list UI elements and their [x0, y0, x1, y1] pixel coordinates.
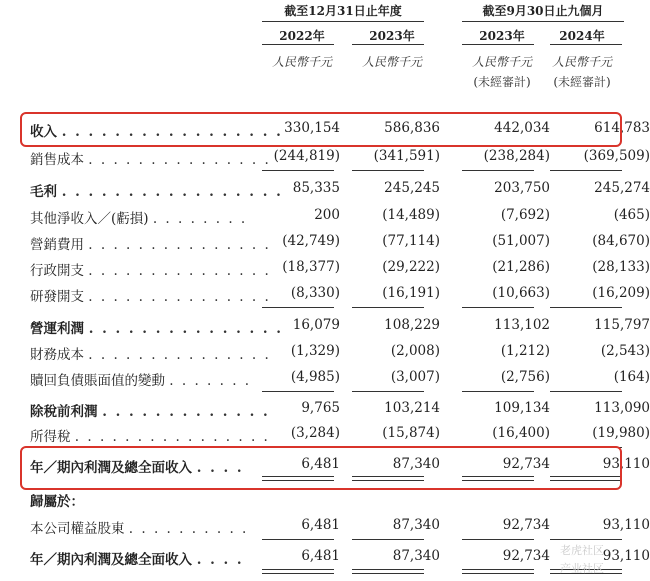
cell-2022: 16,079	[292, 317, 340, 333]
subtotal-rule-1	[262, 539, 334, 540]
row-label: 行政開支 . . . . . . . . . . . . . . .	[30, 263, 271, 279]
subtotal-rule-1	[262, 391, 334, 392]
row-redemption-liability-change	[30, 366, 650, 390]
subtotal-rule-3	[462, 170, 534, 171]
row-equity-shareholders	[30, 514, 650, 538]
cell-2022: 6,481	[301, 548, 340, 564]
cell-2024-9m: 93,110	[602, 517, 650, 533]
cell-2024-9m: 93,110	[602, 548, 650, 564]
row-cost-of-sales	[30, 145, 650, 169]
row-label: 本公司權益股東 . . . . . . . . . .	[30, 521, 249, 537]
row-attributable-to	[30, 487, 625, 511]
row-label: 所得稅 . . . . . . . . . . . . . . . .	[30, 429, 270, 445]
cell-2022: 200	[314, 207, 340, 223]
cell-2024-9m: (369,509)	[583, 148, 650, 164]
year-2023-nine-months: 2023年	[479, 29, 525, 43]
subtotal-rule-2	[352, 307, 424, 308]
row-label: 銷售成本 . . . . . . . . . . . . . . .	[30, 152, 271, 168]
cell-2023: (3,007)	[390, 369, 440, 385]
cell-2023-9m: 92,734	[502, 517, 550, 533]
cell-2023: 245,245	[384, 180, 440, 196]
cell-2024-9m: 245,274	[594, 180, 650, 196]
cell-2024-9m: 614,783	[594, 120, 650, 136]
cell-2022: 6,481	[301, 517, 340, 533]
row-profit-total-repeat	[30, 545, 650, 569]
subtotal-rule-2	[352, 170, 424, 171]
highlight-box-profit	[20, 446, 622, 490]
cell-2024-9m: (84,670)	[592, 233, 650, 249]
cell-2022: (1,329)	[290, 343, 340, 359]
subtotal-rule-3	[462, 539, 534, 540]
cell-2023-9m: 92,734	[502, 456, 550, 472]
row-admin-expenses	[30, 256, 650, 280]
row-label: 研發開支 . . . . . . . . . . . . . . .	[30, 289, 271, 305]
cell-2023: (77,114)	[382, 233, 440, 249]
unit-col-3: 人民幣千元	[471, 55, 532, 69]
cell-2023: 108,229	[384, 317, 440, 333]
row-label: 收入 . . . . . . . . . . . . . . . . .	[30, 124, 283, 140]
row-label: 營銷費用 . . . . . . . . . . . . . . .	[30, 237, 271, 253]
header-group-annual: 截至12月31日止年度	[284, 4, 402, 18]
year-rule-3	[462, 44, 534, 45]
subtotal-rule-2	[352, 539, 424, 540]
year-2024-nine-months: 2024年	[559, 29, 605, 43]
cell-2023: 87,340	[392, 548, 440, 564]
cell-2023-9m: 203,750	[494, 180, 550, 196]
row-label: 除稅前利潤 . . . . . . . . . . . . .	[30, 404, 270, 420]
row-label: 營運利潤 . . . . . . . . . . . . . . .	[30, 321, 284, 337]
row-income-tax	[30, 422, 650, 446]
cell-2023-9m: 442,034	[494, 120, 550, 136]
cell-2023: (16,191)	[382, 285, 440, 301]
unit-col-4: 人民幣千元	[551, 55, 612, 69]
cell-2023-9m: (7,692)	[500, 207, 550, 223]
subtotal-rule-4	[550, 539, 622, 540]
row-label: 贖回負債賬面值的變動 . . . . . . .	[30, 373, 252, 389]
header-rule-nine-months	[462, 21, 624, 22]
subtotal-rule-4	[550, 307, 622, 308]
cell-2023: (29,222)	[382, 259, 440, 275]
row-label: 年／期內利潤及總全面收入 . . . .	[30, 552, 244, 568]
subtotal-rule-1	[262, 170, 334, 171]
cell-2024-9m: 115,797	[594, 317, 650, 333]
cell-2024-9m: (465)	[613, 207, 650, 223]
subtotal-rule-1	[262, 307, 334, 308]
row-finance-costs	[30, 340, 650, 364]
subtotal-rule-4	[550, 170, 622, 171]
cell-2022: 330,154	[284, 120, 340, 136]
subtotal-rule-3	[462, 391, 534, 392]
cell-2023: (15,874)	[382, 425, 440, 441]
cell-2024-9m: (28,133)	[592, 259, 650, 275]
row-label: 歸屬於：	[30, 494, 84, 510]
cell-2023-9m: (1,212)	[500, 343, 550, 359]
row-marketing-expenses	[30, 230, 650, 254]
highlight-box-revenue	[20, 112, 622, 147]
cell-2022: 85,335	[292, 180, 340, 196]
cell-2022: 9,765	[301, 400, 340, 416]
cell-2022: 6,481	[301, 456, 340, 472]
year-2022: 2022年	[279, 29, 325, 43]
cell-2022: (3,284)	[290, 425, 340, 441]
cell-2022: (8,330)	[290, 285, 340, 301]
header-group-nine-months: 截至9月30日止九個月	[482, 4, 604, 18]
cell-2023-9m: (238,284)	[483, 148, 550, 164]
row-rnd-expenses	[30, 282, 650, 306]
row-gross-profit	[30, 177, 650, 201]
cell-2023-9m: 113,102	[494, 317, 550, 333]
cell-2024-9m: (19,980)	[592, 425, 650, 441]
cell-2023: (2,008)	[390, 343, 440, 359]
unaudited-note-col-3: (未經審計)	[473, 75, 531, 89]
cell-2024-9m: 93,110	[602, 456, 650, 472]
row-other-net-income	[30, 204, 650, 228]
double-rule-2	[352, 569, 424, 574]
row-operating-profit	[30, 314, 650, 338]
cell-2024-9m: 113,090	[594, 400, 650, 416]
cell-2023: (14,489)	[382, 207, 440, 223]
cell-2023-9m: 109,134	[494, 400, 550, 416]
double-rule-1	[262, 569, 334, 574]
double-rule-3	[462, 569, 534, 574]
cell-2022: (4,985)	[290, 369, 340, 385]
unit-col-1: 人民幣千元	[271, 55, 332, 69]
subtotal-rule-2	[352, 391, 424, 392]
cell-2023: (341,591)	[373, 148, 440, 164]
cell-2023-9m: (51,007)	[492, 233, 550, 249]
cell-2023: 103,214	[384, 400, 440, 416]
cell-2022: (18,377)	[282, 259, 340, 275]
cell-2023-9m: (16,400)	[492, 425, 550, 441]
cell-2023-9m: (10,663)	[492, 285, 550, 301]
cell-2023: 87,340	[392, 456, 440, 472]
year-rule-1	[262, 44, 334, 45]
row-profit-before-tax	[30, 397, 650, 421]
cell-2022: (244,819)	[273, 148, 340, 164]
cell-2024-9m: (2,543)	[600, 343, 650, 359]
row-label: 毛利 . . . . . . . . . . . . . . . . .	[30, 184, 283, 200]
cell-2023: 87,340	[392, 517, 440, 533]
row-label: 財務成本 . . . . . . . . . . . . . . .	[30, 347, 271, 363]
watermark-line-1: 老虎社区	[560, 544, 604, 557]
cell-2023-9m: (2,756)	[500, 369, 550, 385]
year-rule-4	[550, 44, 622, 45]
unit-col-2: 人民幣千元	[361, 55, 422, 69]
row-label: 其他淨收入／(虧損) . . . . . . . .	[30, 211, 248, 227]
cell-2022: (42,749)	[282, 233, 340, 249]
cell-2024-9m: (164)	[613, 369, 650, 385]
unaudited-note-col-4: (未經審計)	[553, 75, 611, 89]
header-rule-annual	[262, 21, 424, 22]
year-rule-2	[352, 44, 424, 45]
watermark-line-2: 产业社区	[560, 562, 604, 575]
year-2023: 2023年	[369, 29, 415, 43]
row-label: 年／期內利潤及總全面收入 . . . .	[30, 460, 244, 476]
subtotal-rule-3	[462, 307, 534, 308]
cell-2023-9m: 92,734	[502, 548, 550, 564]
cell-2024-9m: (16,209)	[592, 285, 650, 301]
subtotal-rule-4	[550, 391, 622, 392]
cell-2023: 586,836	[384, 120, 440, 136]
cell-2023-9m: (21,286)	[492, 259, 550, 275]
